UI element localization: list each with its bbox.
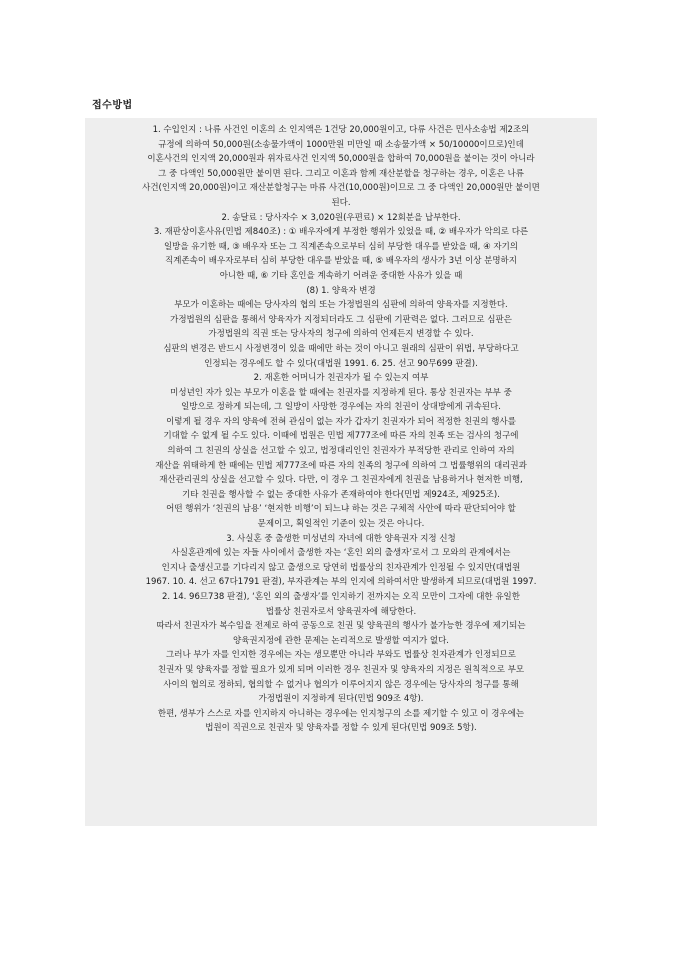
text-line: 1967. 10. 4. 선고 67다1791 판결), 부자관계는 부의 인지에 의하여서만 발생하게 되므로(대법원 1997. (145, 577, 537, 588)
text-line: 가정법원의 직권 또는 당사자의 청구에 의하여 언제든지 변경할 수 있다. (208, 329, 474, 340)
text-line: 이렇게 될 경우 자의 양육에 전혀 관심이 없는 자가 갑자기 친권자가 되어 적정한 친권의 행사를 (166, 416, 516, 427)
text-line: 따라서 친권자가 복수임을 전제로 하여 공동으로 친권 및 양육권의 행사가 불가능한 경우에 제기되는 (156, 621, 526, 632)
text-line: 2. 송달료 : 당사자수 × 3,020원(우편료) × 12회분을 납부한다. (221, 212, 461, 223)
text-line: 사건(인지액 20,000원)이고 재산분할청구는 마류 사건(10,000원)이므로 그 중 다액인 20,000원만 붙이면 (142, 183, 540, 194)
text-line: 그러나 부가 자를 인지한 경우에는 자는 생모뿐만 아니라 부와도 법률상 친자관계가 인정되므로 (166, 650, 516, 661)
text-line: 미성년인 자가 있는 부모가 이혼을 할 때에는 친권자를 지정하게 된다. 통상 친권자는 부부 중 (170, 387, 512, 398)
text-line: 이혼사건의 인지액 20,000원과 위자료사건 인지액 50,000원을 합하여 70,000원을 붙이는 것이 아니라 (147, 154, 535, 165)
text-line: 2. 재혼한 어머니가 친권자가 될 수 있는지 여부 (253, 373, 429, 384)
text-line: 재산관리권의 상실을 선고할 수 있다. 다만, 이 경우 그 친권자에게 친권을 남용하거나 현저한 비행, (159, 475, 523, 486)
text-line: 인정되는 경우에도 할 수 있다(대법원 1991. 6. 25. 선고 90무699 판결). (204, 358, 478, 369)
text-line: 의하여 그 친권의 상실을 선고할 수 있고, 법정대리인인 친권자가 부적당한 관리로 인하여 자의 (167, 446, 515, 457)
text-line: 기타 친권을 행사할 수 없는 중대한 사유가 존재하여야 한다(민법 제924조, 제925조). (182, 489, 500, 500)
text-line: 양육권지정에 관한 문제는 논리적으로 발생할 여지가 없다. (233, 635, 449, 646)
text-line: 심판의 변경은 반드시 사정변경이 있을 때에만 하는 것이 아니고 원래의 심판이 위법, 부당하다고 (163, 343, 519, 354)
text-line: 직계존속이 배우자로부터 심히 부당한 대우를 받았을 때, ⑤ 배우자의 생사가 3년 이상 분명하지 (165, 256, 517, 267)
text-line: 된다. (331, 197, 351, 208)
text-line: (8) 1. 양육자 변경 (306, 285, 376, 296)
text-line: 가정법원이 지정하게 된다(민법 909조 4항). (258, 694, 424, 705)
text-line: 법원이 직권으로 친권자 및 양육자를 정할 수 있게 된다(민법 909조 5항). (205, 723, 477, 734)
text-line: 일방을 유기한 때, ③ 배우자 또는 그 직계존속으로부터 심히 부당한 대우를 받았을 때, ④ 자기의 (163, 241, 519, 252)
text-line: 기대할 수 없게 될 수도 있다. 이때에 법원은 민법 제777조에 따른 자의 친족 또는 검사의 청구에 (163, 431, 519, 442)
text-line: 사실혼관계에 있는 자들 사이에서 출생한 자는 ‘혼인 외의 출생자’로서 그 모와의 관계에서는 (171, 548, 511, 559)
text-line: 친권자 및 양육자를 정할 필요가 있게 되며 이러한 경우 친권자 및 양육자의 지정은 원칙적으로 부모 (157, 664, 525, 675)
text-line: 3. 재판상이혼사유(민법 제840조) : ① 배우자에게 부정한 행위가 있었을 때, ② 배우자가 악의로 다른 (153, 227, 529, 238)
text-line: 아니한 때, ⑥ 기타 혼인을 계속하기 어려운 중대한 사유가 있을 때 (219, 270, 463, 281)
text-line: 가정법원의 심판을 통해서 양육자가 지정되더라도 그 심판에 기판력은 없다. 그러므로 심판은 (170, 314, 512, 325)
text-line: 사이의 협의로 정하되, 협의할 수 없거나 협의가 이루어지지 않은 경우에는 당사자의 청구를 통해 (163, 679, 519, 690)
text-line: 3. 사실혼 중 출생한 미성년의 자녀에 대한 양육권자 지정 신청 (226, 533, 456, 544)
text-line: 어떤 행위가 ‘친권의 남용’ ‘현저한 비행’이 되느냐 하는 것은 구체적 사안에 따라 판단되어야 할 (166, 504, 516, 515)
text-line: 그 중 다액인 50,000원만 붙이면 된다. 그리고 이혼과 함께 재산분할을 청구하는 경우, 이혼은 나류 (158, 168, 524, 179)
text-line: 규정에 의하여 50,000원(소송물가액이 1000만원 미만일 때 소송물가액 × 50/10000이므로)인데 (158, 139, 524, 150)
text-line: 2. 14. 96므738 판결), ‘혼인 외의 출생자’를 인지하기 전까지는 오직 모만이 그자에 대한 유일한 (162, 592, 520, 602)
section-heading: 접수방법 (92, 100, 133, 111)
text-line: 한편, 생부가 스스로 자를 인지하지 아니하는 경우에는 인지청구의 소를 제기할 수 있고 이 경우에는 (157, 708, 525, 719)
text-line: 1. 수입인지 : 나류 사건인 이혼의 소 인지액은 1건당 20,000원이고, 다류 사건은 민사소송법 제2조의 (152, 125, 530, 135)
text-line: 재산을 위태하게 한 때에는 민법 제777조에 따른 자의 친족의 청구에 의하여 그 법률행위의 대리권과 (155, 460, 527, 471)
text-line: 문제이고, 획일적인 기준이 있는 것은 아니다. (257, 519, 425, 530)
text-line: 법률상 친권자로서 양육권자에 해당한다. (265, 606, 417, 617)
text-line: 인지나 출생신고를 기다리지 않고 출생으로 당연히 법률상의 친자관계가 인정될 수 있지만(대법원 (161, 562, 521, 573)
content-box (85, 118, 597, 826)
text-line: 부모가 이혼하는 때에는 당사자의 협의 또는 가정법원의 심판에 의하여 양육자를 지정한다. (174, 300, 508, 311)
text-line: 일방으로 정하게 되는데, 그 일방이 사망한 경우에는 자의 친권이 상대방에게 귀속된다. (181, 402, 501, 413)
